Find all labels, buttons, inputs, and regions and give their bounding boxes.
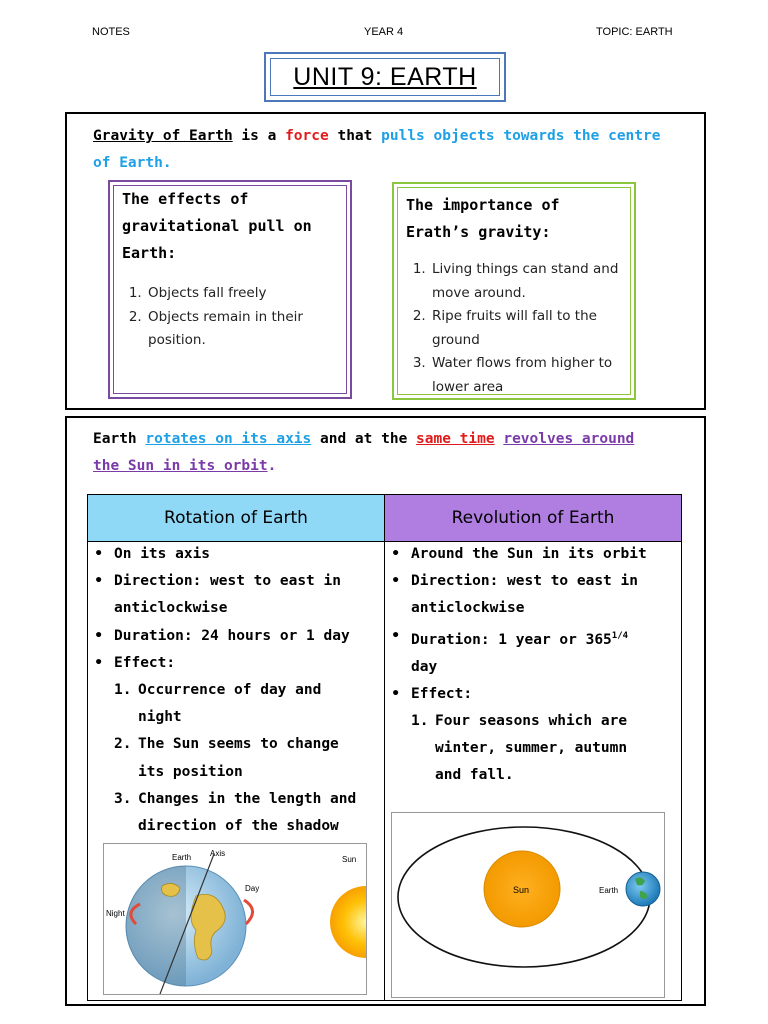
list-item-numbered [88, 731, 384, 758]
gravity-definition-line-2 [93, 155, 172, 171]
motion-revolves-2: the Sun in its orbit [93, 458, 268, 474]
revolution-cell [385, 541, 681, 790]
motion-earth: Earth [93, 431, 146, 447]
list-item: 3. Water flows from higher to lower area [430, 352, 646, 399]
header-notes: NOTES [92, 26, 130, 38]
rotation-cell [88, 541, 384, 840]
day-label: Day [245, 884, 260, 893]
gravity-term: Gravity of Earth [93, 128, 233, 144]
axis-label: Axis [210, 849, 226, 858]
gravity-force: force [285, 128, 329, 144]
earth-label: Earth [599, 886, 619, 895]
gravity-that: that [328, 128, 382, 144]
list-item: • Effect: [88, 650, 384, 677]
gravity-is-a: is a [232, 128, 286, 144]
item-text: Occurrence of day and [138, 682, 322, 699]
item-number: 3. [114, 790, 132, 807]
sun-shape [330, 886, 367, 958]
list-item: 2. Ripe fruits will fall to the ground [430, 305, 646, 352]
motion-same-time: same time [416, 431, 495, 447]
list-item: • Direction: west to east in [88, 568, 384, 595]
title-inner-frame [270, 58, 500, 96]
importance-title-1: The importance of [406, 196, 560, 214]
revolution-list [385, 541, 681, 790]
list-item: • Duration: 24 hours or 1 day [88, 623, 384, 650]
motion-intro-line-2 [93, 458, 276, 474]
earth-shape [626, 872, 660, 906]
duration-text: Duration: 1 year or 365 [411, 631, 612, 648]
motion-rotates: rotates on its axis [145, 431, 312, 447]
gravity-dot: . [162, 155, 172, 171]
duration-fraction: 1/4 [611, 630, 629, 641]
motion-intro-line-1 [93, 431, 634, 447]
importance-card [392, 182, 636, 400]
list-item: • Effect: [385, 681, 681, 708]
gravity-pulls-2: of Earth [93, 155, 163, 171]
effects-card [108, 180, 352, 399]
rotation-list [88, 541, 384, 840]
sun-label: Sun [513, 885, 530, 895]
rotation-header: Rotation of Earth [88, 495, 384, 542]
effects-title-1: The effects of [122, 190, 249, 208]
rotation-figure [103, 843, 367, 995]
earth-label: Earth [172, 853, 192, 862]
gravity-section [65, 112, 706, 410]
list-item: • Direction: west to east in [385, 568, 681, 595]
list-item: • On its axis [88, 541, 384, 568]
list-item-numbered [385, 708, 681, 735]
list-item: 1. Living things can stand and move around. [430, 258, 646, 305]
night-side-shade [126, 866, 186, 986]
list-item-continued: anticlockwise [114, 600, 228, 617]
list-item-continued: and fall. [435, 767, 514, 784]
list-item-continued: anticlockwise [411, 600, 525, 617]
night-label: Night [106, 909, 125, 918]
item-text: Four seasons which are [435, 713, 628, 730]
list-item-continued: its position [138, 763, 243, 780]
list-item: 2. Objects remain in their position. [146, 306, 341, 353]
motion-revolves: revolves around [503, 431, 635, 447]
item-text: The Sun seems to change [138, 736, 339, 753]
revolution-header: Revolution of Earth [385, 495, 681, 542]
header-year: YEAR 4 [364, 26, 404, 38]
list-item-numbered [88, 677, 384, 704]
list-item-continued: direction of the shadow [138, 818, 339, 835]
list-item: 1. Objects fall freely [146, 282, 341, 306]
item-number: 2. [114, 736, 132, 753]
header-topic: TOPIC: EARTH [596, 26, 673, 38]
continent-shape [162, 883, 180, 896]
effects-list [124, 282, 341, 353]
list-item-continued: day [411, 658, 438, 675]
rotation-illustration [104, 844, 367, 995]
importance-title-2: Erath’s gravity: [406, 223, 551, 241]
motion-and-at-the: and at the [311, 431, 417, 447]
page-title: UNIT 9: EARTH [293, 62, 477, 91]
effects-title-3: Earth: [122, 244, 177, 262]
revolution-illustration [392, 813, 665, 998]
effects-title-2: gravitational pull on [122, 217, 312, 235]
item-text: Changes in the length and [138, 790, 357, 807]
item-number: 1. [411, 713, 429, 730]
title-box [264, 52, 506, 102]
list-item: • Around the Sun in its orbit [385, 541, 681, 568]
revolution-figure [391, 812, 665, 998]
list-item [385, 623, 681, 654]
motion-dot: . [267, 458, 277, 474]
gravity-pulls: pulls objects towards the centre [381, 128, 661, 144]
item-number: 1. [114, 682, 132, 699]
sun-label: Sun [342, 855, 357, 864]
importance-list [408, 258, 646, 399]
gravity-definition-line-1 [93, 128, 660, 144]
list-item-numbered [88, 786, 384, 813]
list-item-continued: night [138, 709, 182, 726]
list-item-continued: winter, summer, autumn [435, 740, 628, 757]
